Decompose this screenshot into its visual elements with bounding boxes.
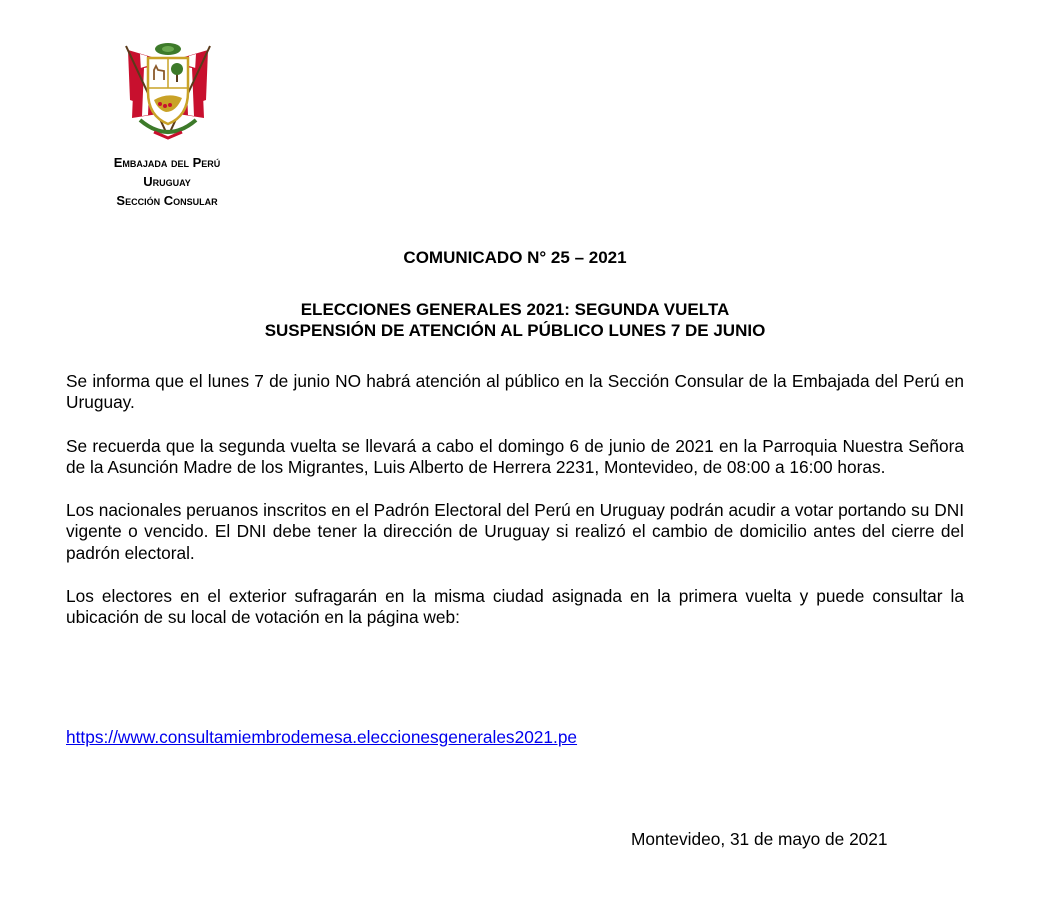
body-text: [66, 371, 964, 651]
issuer-line-section: Sección Consular: [116, 193, 218, 208]
headline-line-2: SUSPENSIÓN DE ATENCIÓN AL PÚBLICO LUNES 7 DE JUNIO: [264, 321, 766, 340]
communique-number: COMUNICADO N° 25 – 2021: [403, 248, 627, 267]
issuer-line-embassy: Embajada del Perú: [113, 155, 221, 170]
issuer-block: [50, 153, 284, 210]
paragraph-polling-lookup: Los electores en el exterior sufragarán en la misma ciudad asignada en la primera vuelta y puede consultar la ubicación de su local de votación en la página web:: [66, 586, 964, 628]
issuer-line-country: Uruguay: [143, 174, 191, 189]
election-lookup-link[interactable]: https://www.consultamiembrodemesa.eleccionesgenerales2021.pe: [66, 727, 578, 747]
paragraph-election-location: Se recuerda que la segunda vuelta se llevará a cabo el domingo 6 de junio de 2021 en la Parroquia Nuestra Señora de la Asunción Madre de los Migrantes, Luis Alberto de Herrera 2231, Montevideo, de 08:00 a 16:00 horas.: [66, 435, 964, 477]
paragraph-closure-notice: Se informa que el lunes 7 de junio NO habrá atención al público en la Sección Consular de la Embajada del Perú en Uruguay.: [66, 371, 964, 413]
headline: [0, 299, 1030, 341]
paragraph-voter-requirements: Los nacionales peruanos inscritos en el Padrón Electoral del Perú en Uruguay podrán acudir a votar portando su DNI vigente o vencido. El DNI debe tener la dirección de Uruguay si realizó el cambio de domicilio antes del cierre del padrón electoral.: [66, 500, 964, 563]
headline-line-1: ELECCIONES GENERALES 2021: SEGUNDA VUELTA: [300, 300, 730, 319]
peru-coat-of-arms-icon: [110, 40, 226, 146]
place-date: Montevideo, 31 de mayo de 2021: [631, 829, 888, 849]
